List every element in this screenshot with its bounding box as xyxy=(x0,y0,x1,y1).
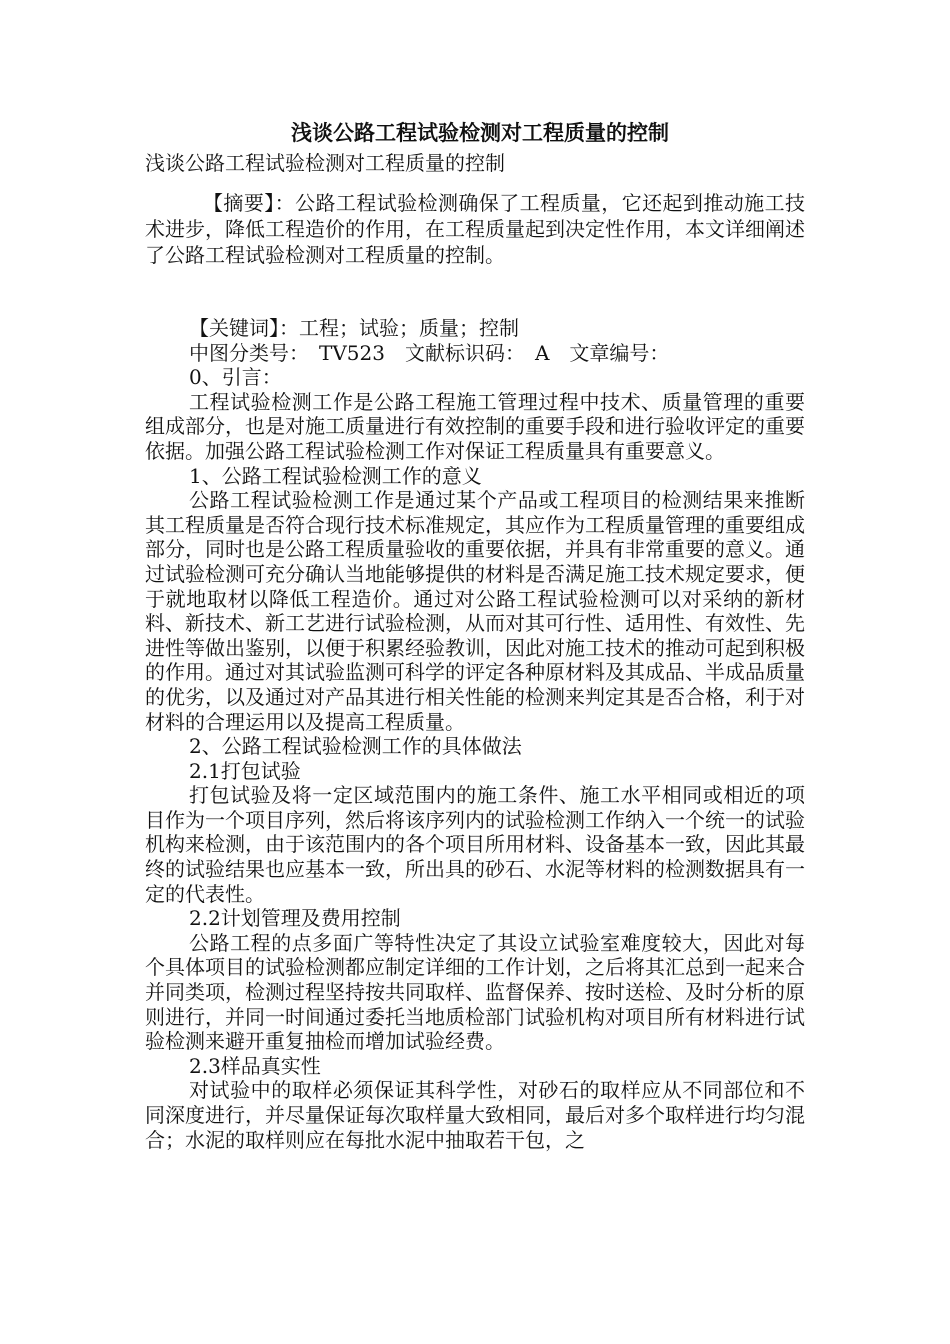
subsection-heading-sample-authenticity: 2.3样品真实性 xyxy=(189,1053,321,1078)
subsection-heading-bundled-testing: 2.1打包试验 xyxy=(189,758,301,783)
classification-line: 中图分类号： TV523 文献标识码： A 文章编号： xyxy=(189,340,670,365)
plan-cost-paragraph: 公路工程的点多面广等特性决定了其设立试验室难度较大，因此对每个具体项目的试验检测都应制定详细的工作计划，之后将其汇总到一起来合并同类项，检测过程坚持按共同取样、监督保养、按时送检、及时分析的原则进行，并同一时间通过委托当地质检部门试验机构对项目所有材料进行试验检测来避开重复抽检而增加试验经费。 xyxy=(145,930,805,1054)
keywords-line: 【关键词】：工程；试验；质量；控制 xyxy=(189,316,519,340)
section-heading-methods: 2、公路工程试验检测工作的具体做法 xyxy=(189,734,522,759)
introduction-paragraph: 工程试验检测工作是公路工程施工管理过程中技术、质量管理的重要组成部分，也是对施工质量进行有效控制的重要手段和进行验收评定的重要依据。加强公路工程试验检测工作对保证工程质量具有重要意义。 xyxy=(145,389,805,463)
abstract-paragraph: 【摘要】：公路工程试验检测确保了工程质量，它还起到推动施工技术进步，降低工程造价的作用，在工程质量起到决定性作用，本文详细阐述了公路工程试验检测对工程质量的控制。 xyxy=(145,191,805,267)
document-title: 浅谈公路工程试验检测对工程质量的控制 xyxy=(291,120,669,145)
document-page xyxy=(145,118,805,1152)
document-subtitle: 浅谈公路工程试验检测对工程质量的控制 xyxy=(145,151,505,175)
significance-paragraph: 公路工程试验检测工作是通过某个产品或工程项目的检测结果来推断其工程质量是否符合现行技术标准规定，其应作为工程质量管理的重要组成部分，同时也是公路工程质量验收的重要依据，并具有非常重要的意义。通过试验检测可充分确认当地能够提供的材料是否满足施工技术规定要求，便于就地取材以降低工程造价。通过对公路工程试验检测可以对采纳的新材料、新技术、新工艺进行试验检测，从而对其可行性、适用性、有效性、先进性等做出鉴别，以便于积累经验教训，因此对施工技术的推动可起到积极的作用。通过对其试验监测可科学的评定各种原材料及其成品、半成品质量的优劣，以及通过对产品其进行相关性能的检测来判定其是否合格，利于对材料的合理运用以及提高工程质量。 xyxy=(145,488,805,734)
bundled-testing-paragraph: 打包试验及将一定区域范围内的施工条件、施工水平相同或相近的项目作为一个项目序列，然后将该序列内的试验检测工作纳入一个统一的试验机构来检测，由于该范围内的各个项目所用材料、设备基本一致，因此其最终的试验结果也应基本一致，所出具的砂石、水泥等材料的检测数据具有一定的代表性。 xyxy=(145,783,805,906)
subsection-heading-plan-cost: 2.2计划管理及费用控制 xyxy=(189,906,401,931)
sample-authenticity-paragraph: 对试验中的取样必须保证其科学性，对砂石的取样应从不同部位和不同深度进行，并尽量保证每次取样量大致相同，最后对多个取样进行均匀混合；水泥的取样则应在每批水泥中抽取若干包，之 xyxy=(145,1078,805,1152)
section-heading-significance: 1、公路工程试验检测工作的意义 xyxy=(189,463,482,488)
section-heading-introduction: 0、引言： xyxy=(189,365,282,390)
